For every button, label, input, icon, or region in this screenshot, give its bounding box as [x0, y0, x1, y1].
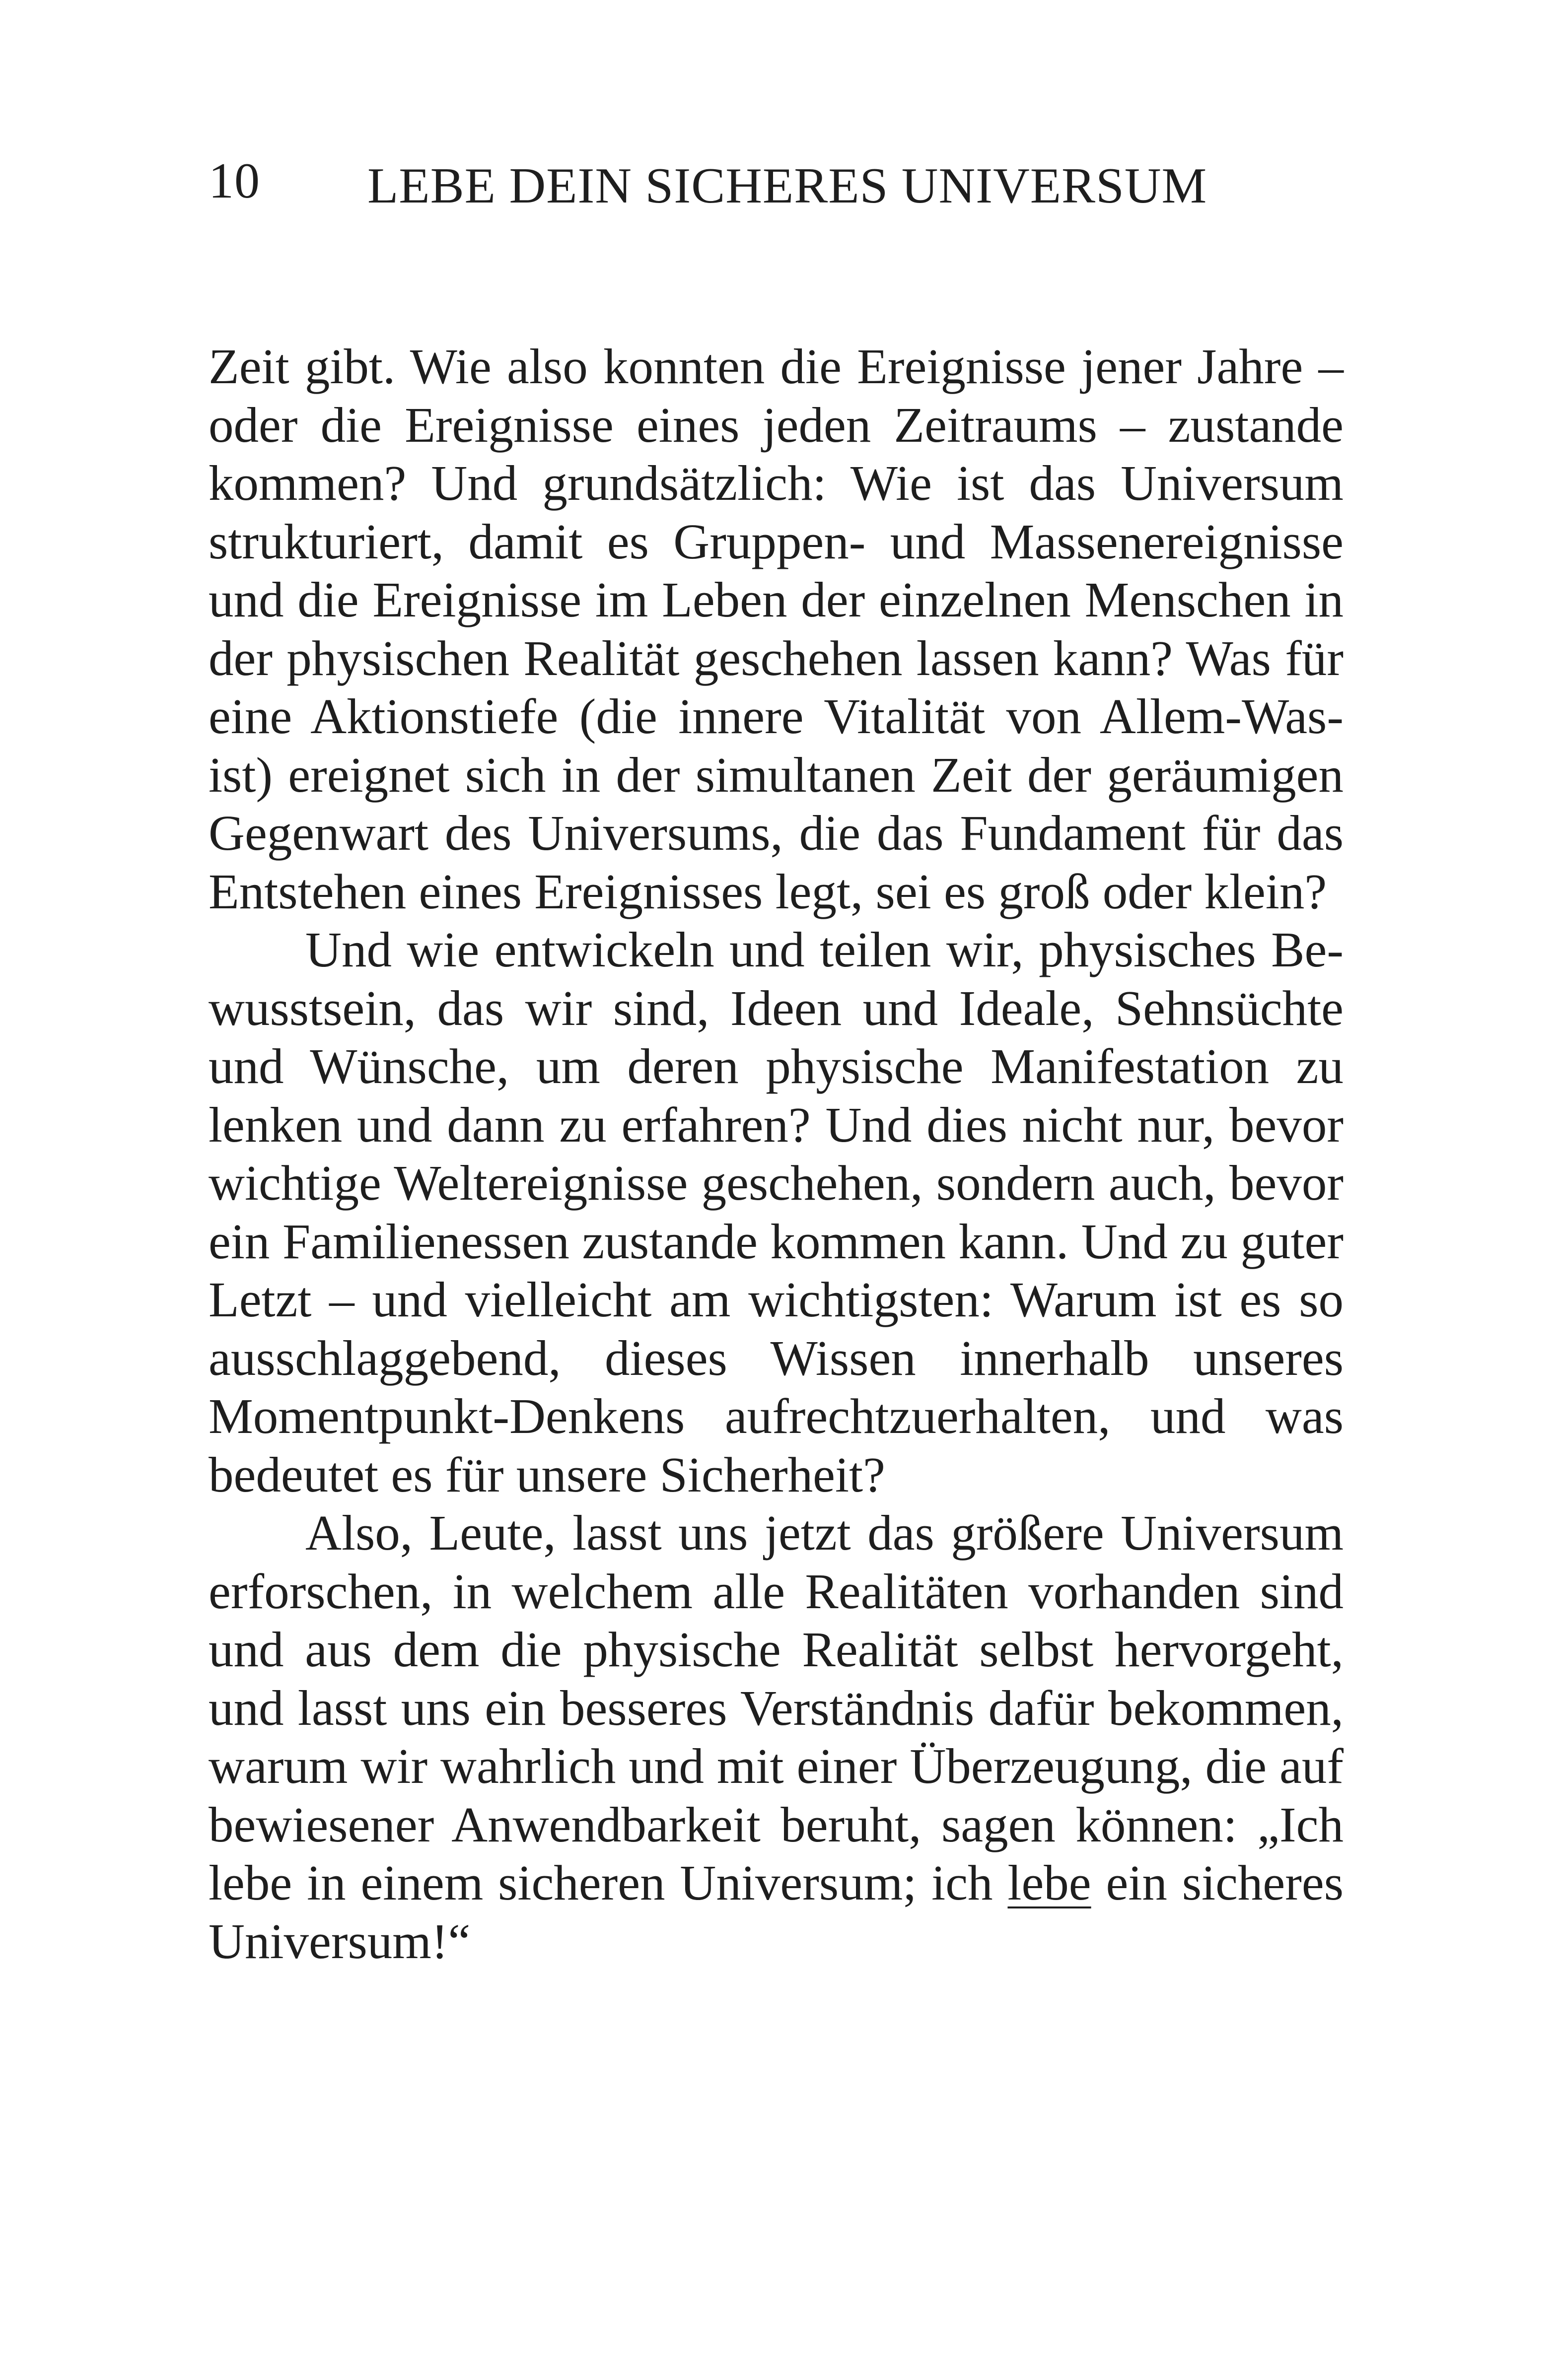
paragraph: [209, 1504, 1344, 1971]
body-text: [209, 338, 1344, 1971]
page-number: 10: [209, 153, 260, 209]
emphasized-word: lebe: [1007, 1855, 1091, 1910]
paragraph: [209, 921, 1344, 1504]
paragraph-text: Zeit gibt. Wie also konnten die Ereignisse jener Jahre – oder die Ereignisse eines jeden Zeitraums – zustande kommen? Und grundsätzlich: Wie ist das Universum strukturiert, damit es Gruppen- und Massenereignisse und die Ereignisse im Leben der einzelnen Menschen in der physischen Realität geschehen lassen kann? Was für eine Aktionstiefe (die innere Vitalität von Allem-Was-ist) ereignet sich in der simultanen Zeit der geräumigen Gegenwart des Universums, die das Fundament für das Entstehen eines Ereignisses legt, sei es groß oder klein?: [209, 339, 1344, 919]
paragraph-text: Und wie entwickeln und teilen wir, physisches Bewusstsein, das wir sind, Ideen und Ideale, Sehnsüchte und Wünsche, um deren physische Manifestation zu lenken und dann zu erfahren? Und dies nicht nur, bevor wichtige Weltereignisse geschehen, sondern auch, bevor ein Familienessen zustande kommen kann. Und zu guter Letzt – und vielleicht am wichtigsten: Warum ist es so ausschlaggebend, dieses Wissen innerhalb unseres Momentpunkt-Denkens aufrechtzuerhalten, und was bedeutet es für unsere Sicherheit?: [209, 922, 1344, 1502]
running-title: LEBE DEIN SICHERES UNIVERSUM: [367, 158, 1207, 214]
running-head: [209, 151, 1350, 214]
paragraph-text: Also, Leute, lasst uns jetzt das größere Universum erforschen, in welchem alle Realitäten vorhanden sind und aus dem die physische Realität selbst hervorgeht, und lasst uns ein besseres Verständnis dafür bekommen, warum wir wahrlich und mit einer Überzeugung, die auf bewiesener Anwendbarkeit beruht, sagen können: „Ich lebe in einem sicheren Universum; ich: [209, 1505, 1344, 1910]
paragraph-text: ein sicheres Universum!“: [209, 1855, 1344, 1969]
paragraph: [209, 338, 1344, 921]
